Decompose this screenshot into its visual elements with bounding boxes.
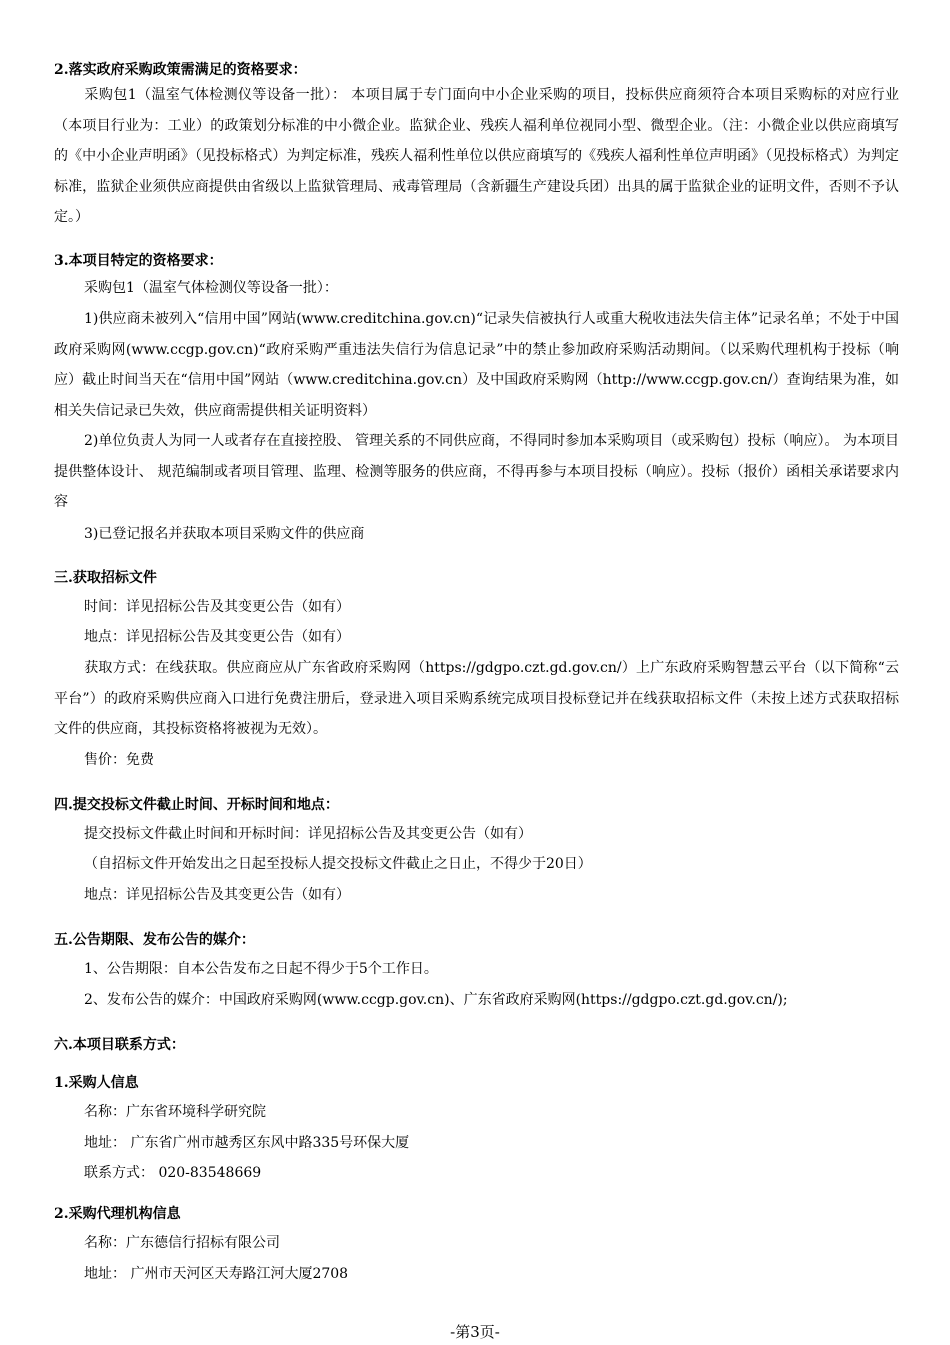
- notice-line-1: 1、公告期限：自本公告发布之日起不得少于5个工作日。: [84, 961, 438, 977]
- page-number: -第3页-: [450, 1323, 500, 1341]
- buyer-info-title: 1.采购人信息: [54, 1075, 139, 1091]
- deadline-line-1: 提交投标文件截止时间和开标时间：详见招标公告及其变更公告（如有）: [84, 826, 532, 842]
- buyer-phone: 联系方式： 020-83548669: [84, 1165, 262, 1181]
- section-2-paragraph: [54, 80, 899, 233]
- section-2-text: 采购包1（温室气体检测仪等设备一批）： 本项目属于专门面向中小企业采购的项目，投标供应商须符合本项目采购标的对应行业（本项目行业为：工业）的政策划分标准的中小微企业。监狱企业、残疾人福利单位视同小型、微型企业。（注：小微企业以供应商填写的《中小企业声明函》（见投标格式）为判定标准，残疾人福利性单位以供应商填写的《残疾人福利性单位声明函》（见投标格式）为判定标准，监狱企业须供应商提供由省级以上监狱管理局、戒毒管理局（含新疆生产建设兵团）出具的属于监狱企业的证明文件，否则不予认定。）: [54, 87, 899, 225]
- get-method-text: 获取方式：在线获取。供应商应从广东省政府采购网（https://gdgpo.czt.gd.gov.cn/）上广东政府采购智慧云平台（以下简称“云平台”）的政府采购供应商入口进行免费注册后，登录进入项目采购系统完成项目投标登记并在线获取招标文件（未按上述方式获取招标文件的供应商，其投标资格将被视为无效）。: [54, 660, 899, 737]
- section-get-title: 三.获取招标文件: [54, 570, 157, 586]
- get-method: [54, 653, 899, 745]
- section-3-item-1: [54, 304, 899, 426]
- section-deadline-title: 四.提交投标文件截止时间、开标时间和地点：: [54, 797, 339, 813]
- buyer-address: 地址： 广东省广州市越秀区东风中路335号环保大厦: [84, 1135, 410, 1151]
- notice-line-2: 2、发布公告的媒介：中国政府采购网(www.ccgp.gov.cn)、广东省政府采购网(https://gdgpo.czt.gd.gov.cn/);: [84, 992, 788, 1008]
- section-notice-title: 五.公告期限、发布公告的媒介：: [54, 932, 255, 948]
- deadline-line-3: 地点：详见招标公告及其变更公告（如有）: [84, 887, 350, 903]
- section-3-item-2: [54, 426, 899, 518]
- get-place: 地点：详见招标公告及其变更公告（如有）: [84, 629, 350, 645]
- buyer-name: 名称：广东省环境科学研究院: [84, 1104, 266, 1120]
- section-contact-title: 六.本项目联系方式：: [54, 1037, 185, 1053]
- section-2-title: 2.落实政府采购政策需满足的资格要求：: [54, 62, 307, 78]
- agent-info-title: 2.采购代理机构信息: [54, 1206, 181, 1222]
- section-3-item-2-text: 2)单位负责人为同一人或者存在直接控股、 管理关系的不同供应商，不得同时参加本采购项目（或采购包）投标（响应）。 为本项目提供整体设计、 规范编制或者项目管理、监理、检测等服务的供应商，不得再参与本项目投标（响应）。投标（报价）函相关承诺要求内容: [54, 433, 899, 510]
- agent-address: 地址： 广州市天河区天寿路江河大厦2708: [84, 1266, 349, 1282]
- get-price: 售价：免费: [84, 752, 154, 768]
- section-3-item-3: 3)已登记报名并获取本项目采购文件的供应商: [84, 526, 365, 542]
- get-time: 时间：详见招标公告及其变更公告（如有）: [84, 599, 350, 615]
- agent-name: 名称：广东德信行招标有限公司: [84, 1235, 280, 1251]
- section-3-title: 3.本项目特定的资格要求：: [54, 253, 223, 269]
- deadline-line-2: （自招标文件开始发出之日起至投标人提交投标文件截止之日止，不得少于20日）: [84, 856, 592, 872]
- section-3-package: 采购包1（温室气体检测仪等设备一批）：: [84, 280, 338, 296]
- section-3-item-1-text: 1)供应商未被列入“信用中国”网站(www.creditchina.gov.cn)“记录失信被执行人或重大税收违法失信主体”记录名单；不处于中国政府采购网(www.ccgp.gov.cn)“政府采购严重违法失信行为信息记录”中的禁止参加政府采购活动期间。（以采购代理机构于投标（响应）截止时间当天在“信用中国”网站（www.creditchina.gov.cn）及中国政府采购网（http://www.ccgp.gov.cn/）查询结果为准，如相关失信记录已失效，供应商需提供相关证明资料）: [54, 311, 899, 419]
